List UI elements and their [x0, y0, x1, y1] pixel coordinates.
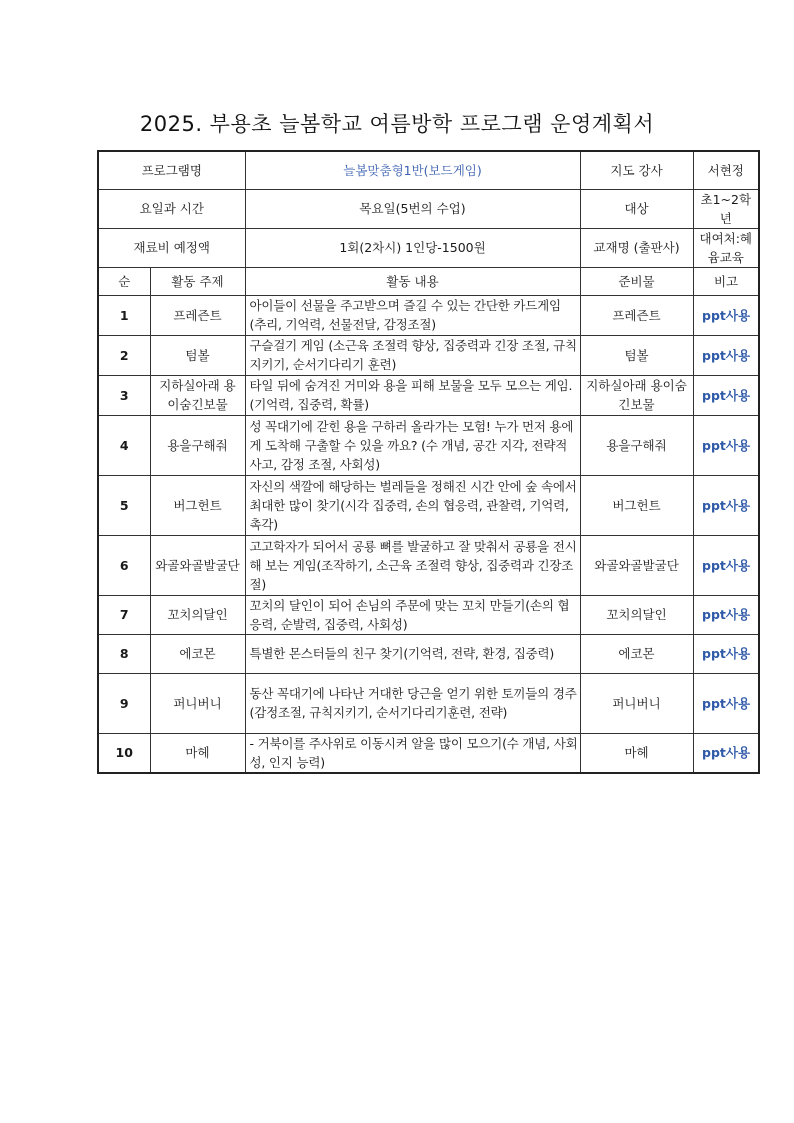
row-content: - 거북이를 주사위로 이동시켜 알을 많이 모으기(수 개념, 사회성, 인지 능력): [245, 733, 580, 773]
table-row: [98, 375, 759, 415]
schedule-label: 요일과 시간: [98, 189, 245, 228]
row-materials: 꼬치의달인: [580, 595, 693, 634]
row-materials: 마헤: [580, 733, 693, 773]
textbook-value: 대여처:혜윰교육: [693, 228, 759, 267]
row-materials: 와골와골발굴단: [580, 535, 693, 595]
row-materials: 텀볼: [580, 335, 693, 375]
row-content: 아이들이 선물을 주고받으며 즐길 수 있는 간단한 카드게임 (추리, 기억력, 선물전달, 감정조절): [245, 295, 580, 335]
row-content: 동산 꼭대기에 나타난 거대한 당근을 얻기 위한 토끼들의 경주(감정조절, 규칙지키기, 순서기다리기훈련, 전략): [245, 673, 580, 733]
table-row: [98, 475, 759, 535]
row-note: ppt사용: [693, 535, 759, 595]
table-row: [98, 535, 759, 595]
row-note: ppt사용: [693, 415, 759, 475]
row-no: 8: [98, 634, 150, 673]
row-no: 3: [98, 375, 150, 415]
row-content: 자신의 색깔에 해당하는 벌레들을 정해진 시간 안에 숲 속에서 최대한 많이 찾기(시각 집중력, 손의 협응력, 관찰력, 기억력, 촉각): [245, 475, 580, 535]
info-row-material: [98, 228, 759, 267]
header-content: 활동 내용: [245, 267, 580, 295]
row-note: ppt사용: [693, 733, 759, 773]
row-topic: 퍼니버니: [150, 673, 245, 733]
row-no: 7: [98, 595, 150, 634]
schedule-value: 목요일(5번의 수업): [245, 189, 580, 228]
row-content: 타일 뒤에 숨겨진 거미와 용을 피해 보물을 모두 모으는 게임. (기억력, 집중력, 확률): [245, 375, 580, 415]
table-row: [98, 634, 759, 673]
row-content: 특별한 몬스터들의 친구 찾기(기억력, 전략, 환경, 집중력): [245, 634, 580, 673]
row-topic: 꼬치의달인: [150, 595, 245, 634]
program-value: 늘봄맞춤형1반(보드게임): [245, 151, 580, 189]
table-row: [98, 673, 759, 733]
table-row: [98, 595, 759, 634]
program-plan-table: [97, 150, 760, 774]
textbook-label: 교재명 (출판사): [580, 228, 693, 267]
row-content: 고고학자가 되어서 공룡 뼈를 발굴하고 잘 맞춰서 공룡을 전시해 보는 게임(조작하기, 소근육 조절력 향상, 집중력과 긴장조절): [245, 535, 580, 595]
row-topic: 마헤: [150, 733, 245, 773]
row-note: ppt사용: [693, 634, 759, 673]
row-materials: 지하실아래 용이숨긴보물: [580, 375, 693, 415]
row-materials: 용을구해줘: [580, 415, 693, 475]
page-title: 2025. 부용초 늘봄학교 여름방학 프로그램 운영계획서: [139, 112, 655, 136]
header-note: 비고: [693, 267, 759, 295]
table-row: [98, 733, 759, 773]
row-note: ppt사용: [693, 673, 759, 733]
row-materials: 버그헌트: [580, 475, 693, 535]
activity-header-row: [98, 267, 759, 295]
row-content: 꼬치의 달인이 되어 손님의 주문에 맞는 꼬치 만들기(손의 협응력, 순발력, 집중력, 사회성): [245, 595, 580, 634]
table-row: [98, 295, 759, 335]
table-row: [98, 415, 759, 475]
row-topic: 프레즌트: [150, 295, 245, 335]
row-note: ppt사용: [693, 475, 759, 535]
info-row-schedule: [98, 189, 759, 228]
instructor-value: 서현정: [693, 151, 759, 189]
material-cost-label: 재료비 예정액: [98, 228, 245, 267]
target-value: 초1~2학년: [693, 189, 759, 228]
info-row-program: [98, 151, 759, 189]
row-topic: 지하실아래 용이숨긴보물: [150, 375, 245, 415]
row-content: 성 꼭대기에 갇힌 용을 구하러 올라가는 모험! 누가 먼저 용에게 도착해 구출할 수 있을 까요? (수 개념, 공간 지각, 전략적 사고, 감정 조절, 사회성): [245, 415, 580, 475]
row-note: ppt사용: [693, 375, 759, 415]
row-note: ppt사용: [693, 295, 759, 335]
row-topic: 텀볼: [150, 335, 245, 375]
row-topic: 와골와골발굴단: [150, 535, 245, 595]
row-no: 10: [98, 733, 150, 773]
row-no: 5: [98, 475, 150, 535]
header-no: 순: [98, 267, 150, 295]
row-note: ppt사용: [693, 595, 759, 634]
row-no: 2: [98, 335, 150, 375]
row-materials: 프레즌트: [580, 295, 693, 335]
row-no: 4: [98, 415, 150, 475]
program-label: 프로그램명: [98, 151, 245, 189]
target-label: 대상: [580, 189, 693, 228]
row-topic: 에코몬: [150, 634, 245, 673]
material-cost-value: 1회(2차시) 1인당-1500원: [245, 228, 580, 267]
header-topic: 활동 주제: [150, 267, 245, 295]
row-materials: 퍼니버니: [580, 673, 693, 733]
table-row: [98, 335, 759, 375]
row-topic: 용을구해줘: [150, 415, 245, 475]
row-topic: 버그헌트: [150, 475, 245, 535]
row-no: 9: [98, 673, 150, 733]
row-note: ppt사용: [693, 335, 759, 375]
header-materials: 준비물: [580, 267, 693, 295]
row-materials: 에코몬: [580, 634, 693, 673]
row-content: 구슬걸기 게임 (소근육 조절력 향상, 집중력과 긴장 조절, 규칙 지키기, 순서기다리기 훈련): [245, 335, 580, 375]
row-no: 1: [98, 295, 150, 335]
instructor-label: 지도 강사: [580, 151, 693, 189]
row-no: 6: [98, 535, 150, 595]
